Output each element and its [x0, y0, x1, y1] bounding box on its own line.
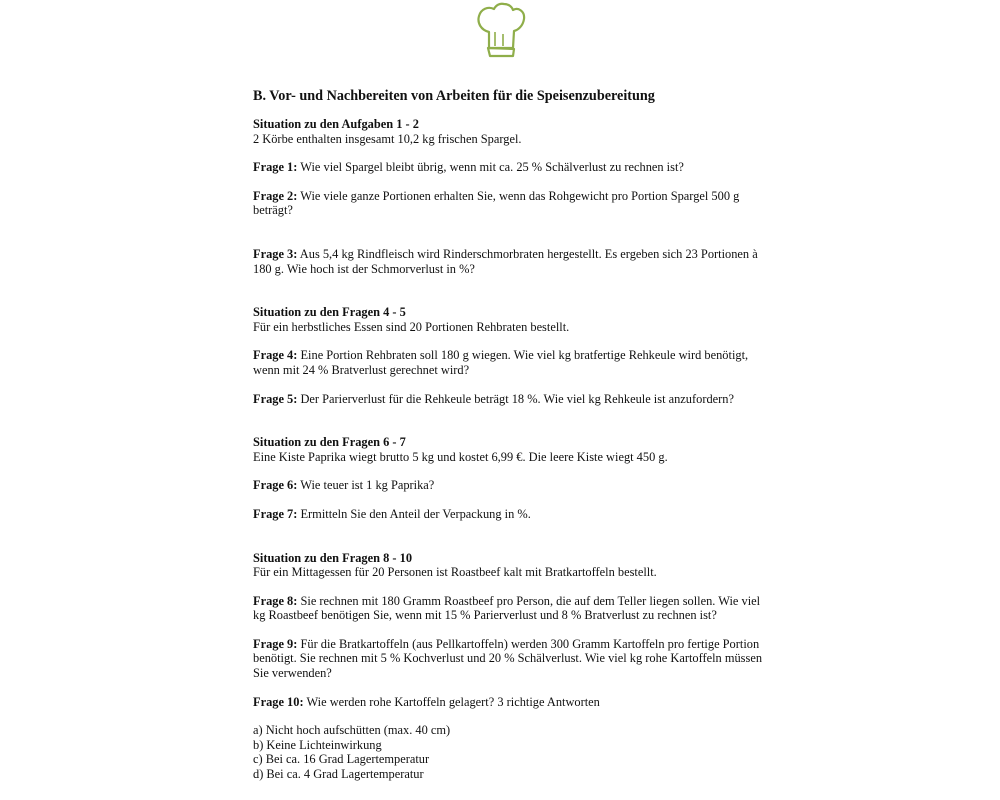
question-text: Aus 5,4 kg Rindfleisch wird Rinderschmorbraten hergestellt. Es ergeben sich 23 Portionen à 180 g. Wie hoch ist der Schmorverlust in %?: [253, 246, 758, 276]
question-text: Der Parierverlust für die Rehkeule beträgt 18 %. Wie viel kg Rehkeule ist anzufordern?: [297, 391, 734, 406]
question-text: Wie werden rohe Kartoffeln gelagert? 3 richtige Antworten: [303, 694, 600, 709]
question-label: Frage 6:: [253, 478, 298, 493]
situation-heading: Situation zu den Fragen 6 - 7: [253, 435, 406, 450]
answer-option: b) Keine Lichteinwirkung: [253, 737, 382, 752]
answer-option: c) Bei ca. 16 Grad Lagertemperatur: [253, 752, 430, 767]
question-text: Ermitteln Sie den Anteil der Verpackung in %.: [297, 506, 531, 521]
question-text: Für die Bratkartoffeln (aus Pellkartoffeln) werden 300 Gramm Kartoffeln pro fertige Portion benötigt. Sie rechnen mit 5 % Kochverlust und 20 % Schälverlust. Wie viel kg rohe Kartoffeln müssen Sie verwenden?: [253, 636, 763, 681]
worksheet: [253, 87, 773, 782]
question-text: Wie teuer ist 1 kg Paprika?: [297, 478, 435, 493]
situation-heading: Situation zu den Fragen 8 - 10: [253, 550, 413, 565]
question-1: [253, 160, 773, 175]
situation-text: Eine Kiste Paprika wiegt brutto 5 kg und kostet 6,99 €. Die leere Kiste wiegt 450 g.: [253, 449, 668, 464]
question-6: [253, 478, 773, 493]
question-text: Sie rechnen mit 180 Gramm Roastbeef pro Person, die auf dem Teller liegen sollen. Wie viel kg Roastbeef benötigen Sie, wenn mit 15 % Parierverlust und 8 % Bratverlust zu rechnen ist?: [253, 593, 761, 623]
question-5: [253, 392, 773, 407]
situation-1: [253, 117, 773, 146]
question-label: Frage 4:: [253, 348, 298, 363]
situation-4: [253, 551, 773, 580]
question-10: [253, 695, 773, 710]
question-text: Wie viele ganze Portionen erhalten Sie, wenn das Rohgewicht pro Portion Spargel 500 g beträgt?: [253, 188, 740, 218]
question-label: Frage 5:: [253, 391, 298, 406]
question-label: Frage 1:: [253, 160, 298, 175]
situation-text: 2 Körbe enthalten insgesamt 10,2 kg frischen Spargel.: [253, 131, 522, 146]
situation-3: [253, 435, 773, 464]
chef-hat-icon: [474, 2, 528, 58]
question-label: Frage 3:: [253, 246, 298, 261]
situation-text: Für ein Mittagessen für 20 Personen ist Roastbeef kalt mit Bratkartoffeln bestellt.: [253, 565, 657, 580]
page-title: B. Vor- und Nachbereiten von Arbeiten für die Speisenzubereitung: [253, 88, 655, 104]
situation-2: [253, 305, 773, 334]
question-label: Frage 8:: [253, 593, 298, 608]
question-text: Wie viel Spargel bleibt übrig, wenn mit ca. 25 % Schälverlust zu rechnen ist?: [297, 160, 684, 175]
answer-options: [253, 723, 773, 781]
question-label: Frage 7:: [253, 506, 298, 521]
situation-heading: Situation zu den Fragen 4 - 5: [253, 305, 406, 320]
question-label: Frage 10:: [253, 694, 304, 709]
situation-text: Für ein herbstliches Essen sind 20 Portionen Rehbraten bestellt.: [253, 319, 570, 334]
question-label: Frage 9:: [253, 636, 298, 651]
question-4: [253, 348, 773, 377]
question-text: Eine Portion Rehbraten soll 180 g wiegen. Wie viel kg bratfertige Rehkeule wird benötigt, wenn mit 24 % Bratverlust gerechnet wird?: [253, 348, 749, 377]
question-7: [253, 507, 773, 522]
question-9: [253, 637, 773, 681]
question-label: Frage 2:: [253, 188, 298, 203]
question-2: [253, 189, 773, 218]
question-3: [253, 247, 773, 276]
question-8: [253, 594, 773, 623]
answer-option: d) Bei ca. 4 Grad Lagertemperatur: [253, 767, 424, 782]
answer-option: a) Nicht hoch aufschütten (max. 40 cm): [253, 723, 451, 738]
situation-heading: Situation zu den Aufgaben 1 - 2: [253, 117, 419, 131]
